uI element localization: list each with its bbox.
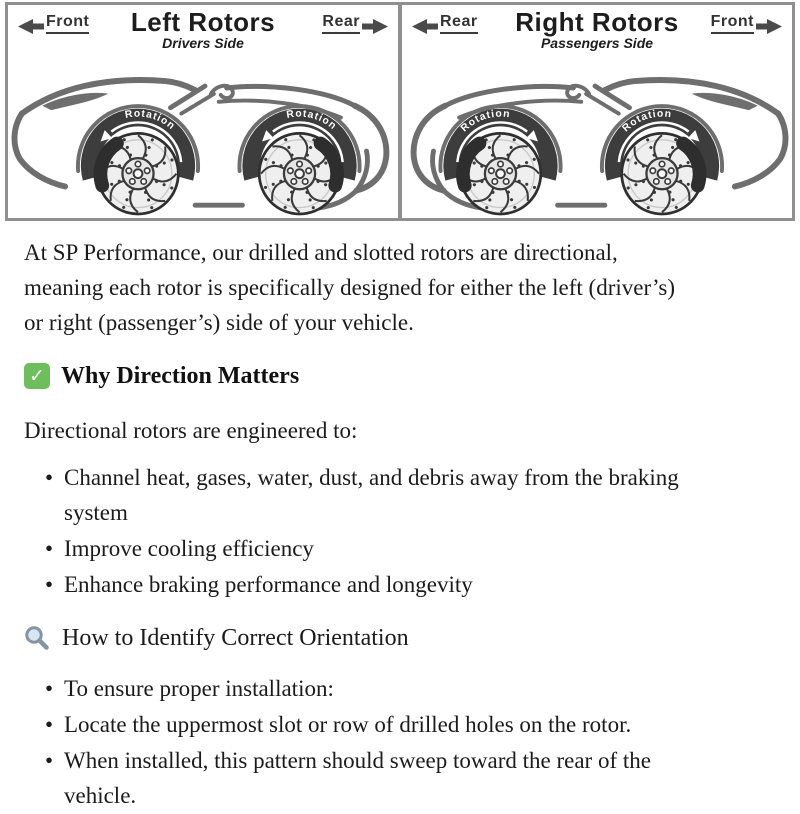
- front-direction-label: [711, 13, 782, 34]
- rear-label: Rear: [440, 13, 478, 34]
- front-right-rotor: [622, 133, 703, 214]
- check-mark-icon: ✓: [24, 363, 50, 389]
- panel-subtitle: Passengers Side: [540, 35, 654, 51]
- list-item: • Locate the uppermost slot or row of drilled holes on the rotor.: [64, 707, 684, 742]
- list-item: • To ensure proper installation:: [64, 671, 684, 706]
- arrow-right-icon: [362, 19, 388, 34]
- identify-heading: [24, 623, 776, 653]
- identify-list: [24, 671, 776, 813]
- engineered-lead: Directional rotors are engineered to:: [24, 418, 358, 443]
- rear-label: Rear: [322, 13, 360, 34]
- rotation-label-front: Rotation: [124, 108, 178, 133]
- panel-subtitle: Drivers Side: [162, 35, 244, 51]
- article-body: [0, 221, 800, 813]
- right-panel-header: [402, 5, 792, 55]
- rotation-label-front: Rotation: [620, 108, 673, 135]
- intro-paragraph: At SP Performance, our drilled and slotted rotors are directional, meaning each rotor is specifically designed for either the left (driver’s) or right (passenger’s) side of your vehicle.: [24, 240, 675, 335]
- front-label: Front: [46, 13, 89, 34]
- why-direction-heading: [24, 361, 776, 391]
- panel-title: Right Rotors: [515, 7, 679, 37]
- benefits-list: [24, 460, 776, 602]
- car-illustration-left: [8, 54, 398, 218]
- list-item: • When installed, this pattern should sweep toward the rear of the vehicle.: [64, 743, 684, 813]
- arrow-right-icon: [756, 19, 782, 34]
- right-rotors-panel: [398, 5, 792, 218]
- identify-title: How to Identify Correct Orientation: [62, 625, 409, 651]
- why-direction-title: Why Direction Matters: [61, 363, 300, 389]
- front-label: Front: [711, 13, 754, 34]
- magnifying-glass-icon: [24, 625, 51, 652]
- rear-direction-label: [322, 13, 388, 34]
- rotation-label-rear: Rotation: [459, 108, 512, 135]
- rear-right-rotor: [460, 133, 541, 214]
- list-item: • Channel heat, gases, water, dust, and debris away from the braking system: [64, 460, 684, 530]
- rotation-label-rear: Rotation: [285, 108, 339, 133]
- list-item: • Improve cooling efficiency: [64, 531, 684, 566]
- left-panel-header: [8, 5, 398, 55]
- list-item: • Enhance braking performance and longevity: [64, 567, 684, 602]
- car-illustration-right: [402, 54, 792, 218]
- front-left-rotor: [98, 133, 179, 214]
- left-rotors-panel: [8, 5, 398, 218]
- panel-title: Left Rotors: [130, 7, 276, 37]
- rotor-direction-diagram: [5, 2, 795, 221]
- rear-left-rotor: [259, 133, 340, 214]
